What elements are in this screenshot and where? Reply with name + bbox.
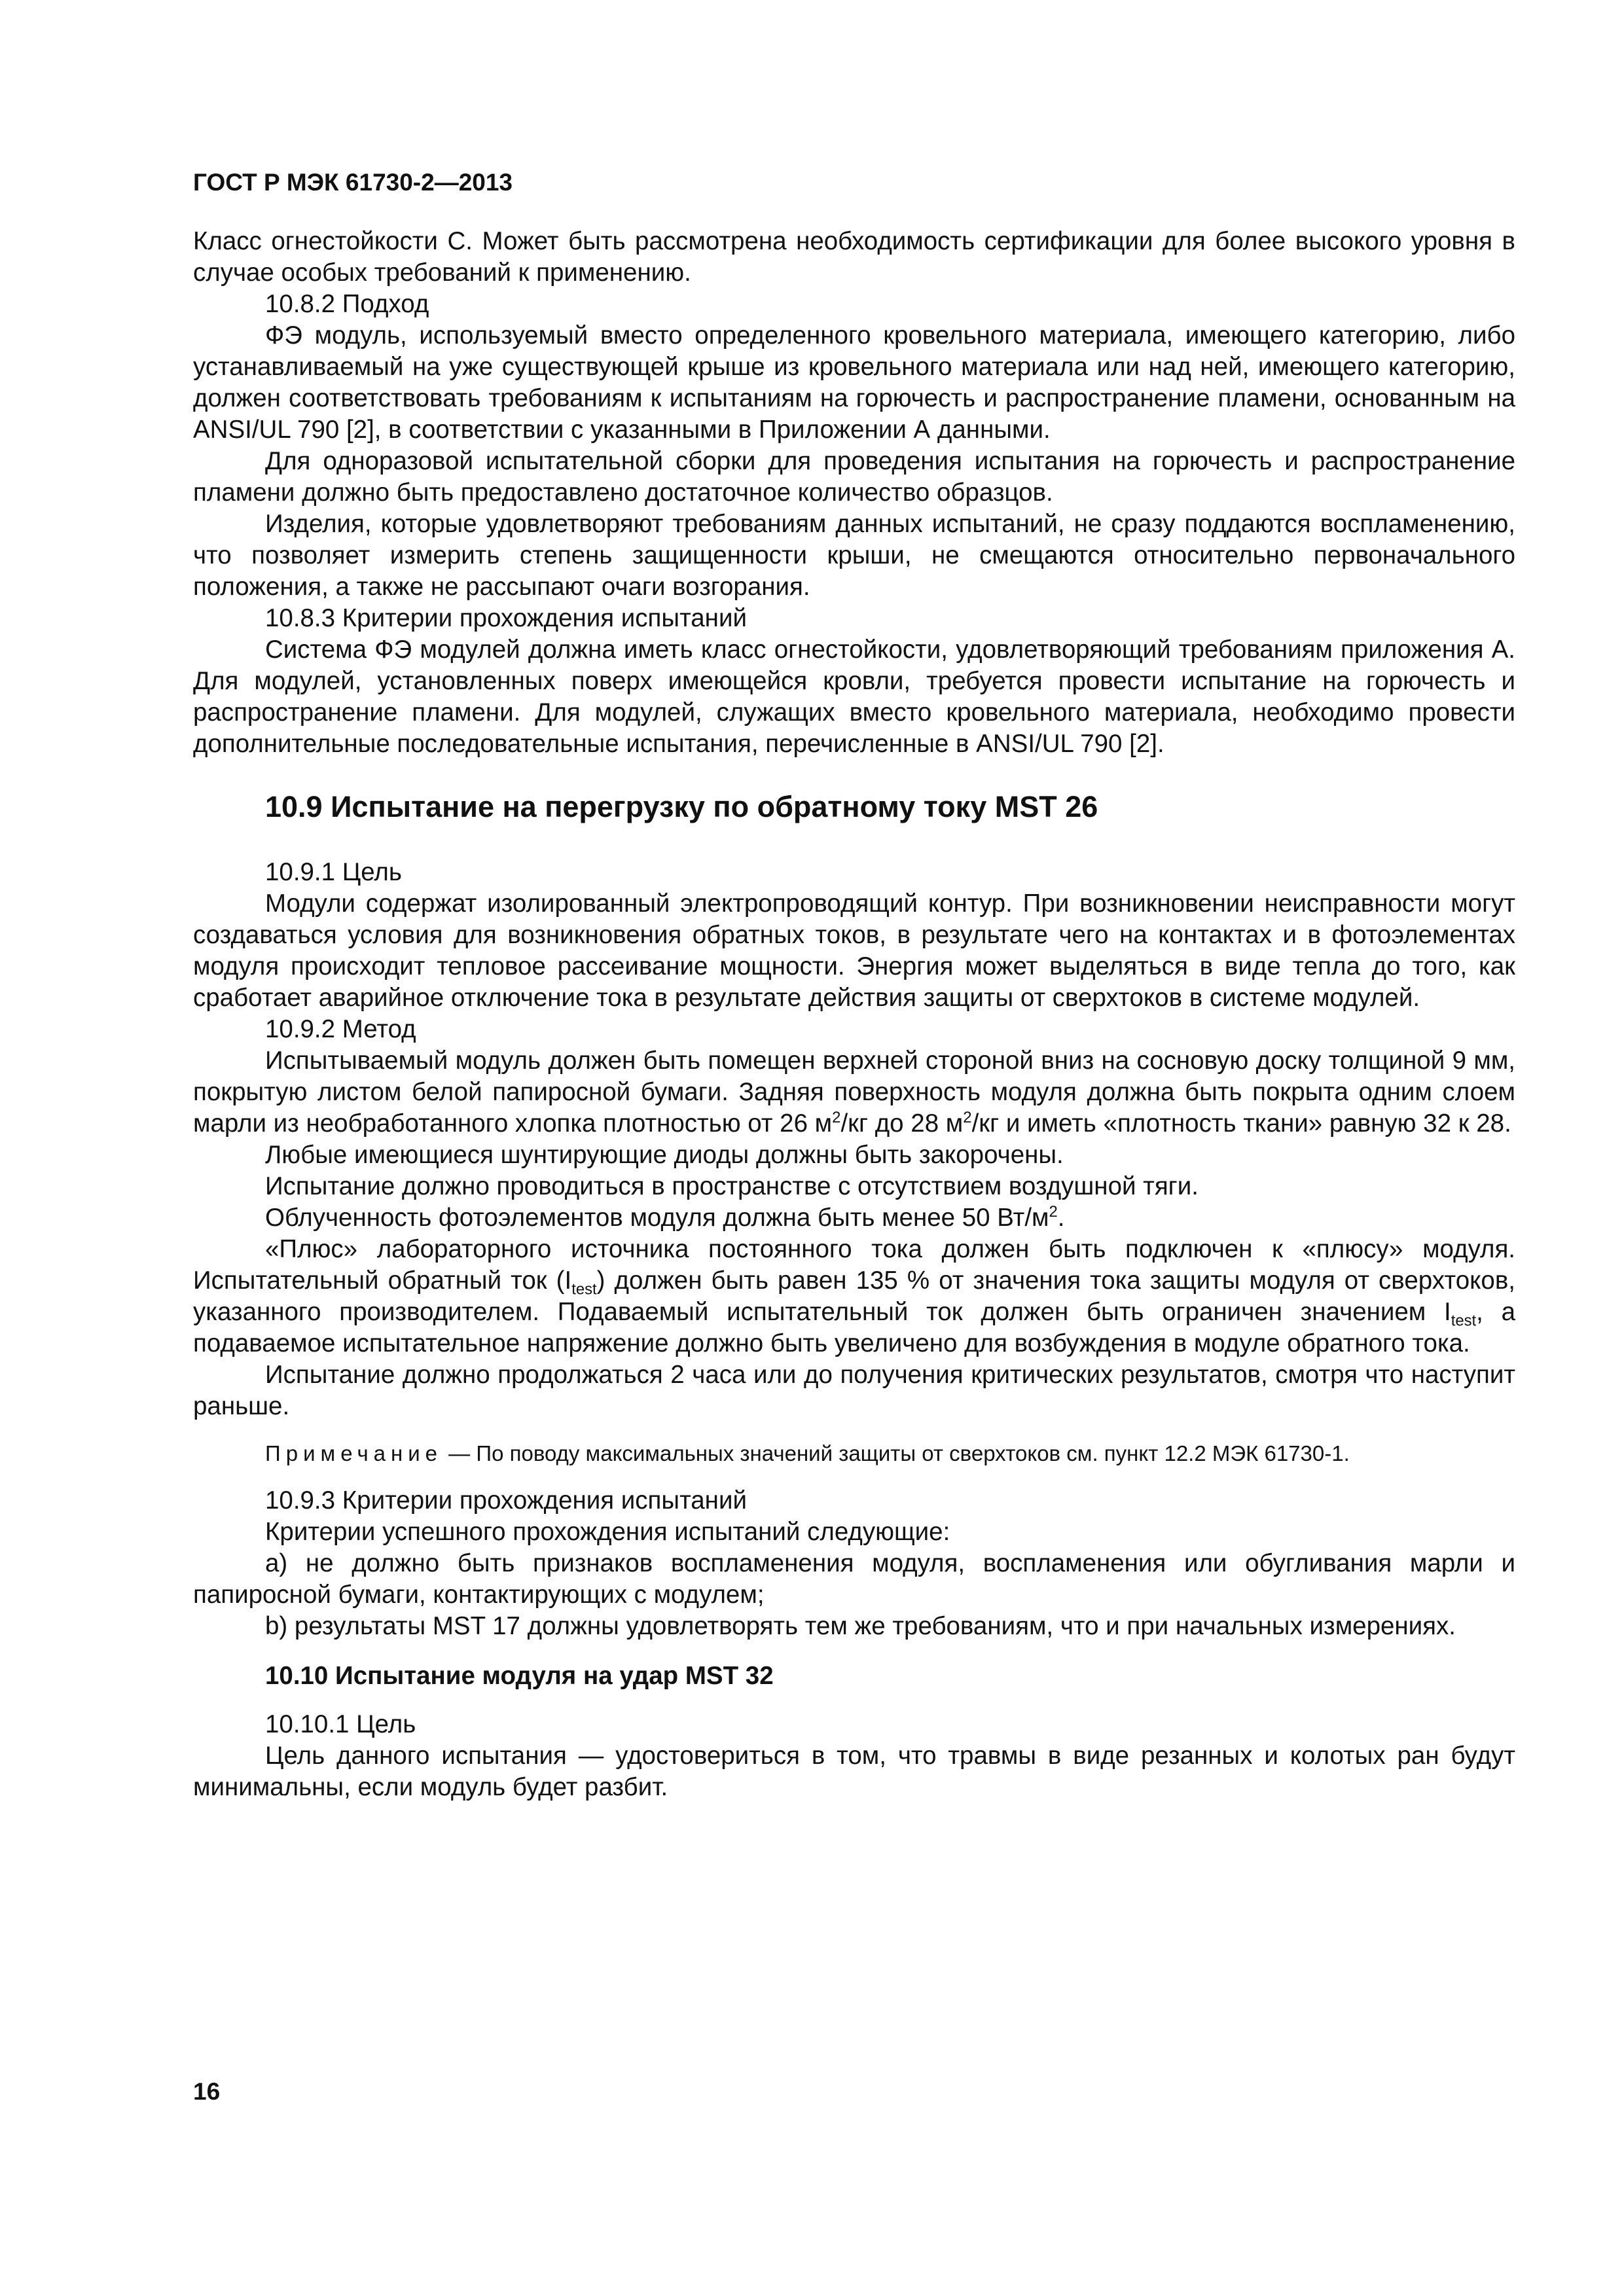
text-run: Испытываемый модуль должен быть помещен верхней стороной вниз на сосновую доску толщиной 9 мм, покрытую листом белой папиросной бумаги. Задняя поверхность модуля должна быть покрыта одним слоем марли из необработанного хлопка плотностью от 26 м: [193, 1047, 1515, 1138]
paragraph: Критерии успешного прохождения испытаний следующие:: [265, 1518, 950, 1546]
subsection-title: 10.10.1 Цель: [265, 1710, 416, 1738]
paragraph: Система ФЭ модулей должна иметь класс огнестойкости, удовлетворяющий требованиям приложения А. Для модулей, установленных поверх имеющейся кровли, требуется провести испытание на горючесть и распространение пламени. Для модулей, служащих вместо кровельного материала, необходимо провести дополнительные последовательные испытания, перечисленные в ANSI/UL 790 [2].: [193, 636, 1515, 758]
text-run: /кг и иметь «плотность ткани» равную 32 к 28.: [971, 1109, 1511, 1138]
text-run: /кг до 28 м: [840, 1109, 964, 1138]
superscript: 2: [832, 1109, 841, 1127]
superscript: 2: [1049, 1203, 1058, 1221]
subsection-title: 10.9.2 Метод: [265, 1015, 416, 1043]
subsection-title: 10.9.3 Критерии прохождения испытаний: [265, 1486, 747, 1515]
note-label: Примечание: [265, 1441, 443, 1465]
document-body: [193, 226, 1515, 1803]
paragraph: Класс огнестойкости С. Может быть рассмотрена необходимость сертификации для более высокого уровня в случае особых требований к применению.: [193, 227, 1515, 287]
text-run: , а подаваемое испытательное напряжение должно быть увеличено для возбуждения в модуле обратного тока.: [193, 1298, 1515, 1357]
subsection-title: 10.8.2 Подход: [265, 290, 429, 318]
page-number: 16: [193, 2078, 221, 2105]
text-run: .: [1057, 1204, 1065, 1232]
list-item: a) не должно быть признаков воспламенения модуля, воспламенения или обугливания марли и папиросной бумаги, контактирующих с модулем;: [193, 1549, 1515, 1609]
paragraph: Изделия, которые удовлетворяют требованиям данных испытаний, не сразу поддаются воспламенению, что позволяет измерить степень защищенности крыши, не смещаются относительно первоначального положения, а также не рассыпают очаги возгорания.: [193, 510, 1515, 601]
section-heading: 10.9 Испытание на перегрузку по обратному току MST 26: [265, 790, 1098, 823]
section-heading: 10.10 Испытание модуля на удар MST 32: [265, 1662, 774, 1690]
paragraph: [193, 1234, 1515, 1359]
subscript: test: [1451, 1312, 1477, 1330]
paragraph: Испытание должно продолжаться 2 часа или до получения критических результатов, смотря что наступит раньше.: [193, 1361, 1515, 1420]
text-run: ) должен быть равен 135 % от значения тока защиты модуля от сверхтоков, указанного производителем. Подаваемый испытательный ток должен быть ограничен значением I: [193, 1266, 1515, 1326]
paragraph: Цель данного испытания — удостовериться в том, что травмы в виде резанных и колотых ран будут минимальны, если модуль будет разбит.: [193, 1742, 1515, 1801]
paragraph: Модули содержат изолированный электропроводящий контур. При возникновении неисправности могут создаваться условия для возникновения обратных токов, в результате чего на контактах и в фотоэлементах модуля происходит тепловое рассеивание мощности. Энергия может выделяться в виде тепла до того, как сработает аварийное отключение тока в результате действия защиты от сверхтоков в системе модулей.: [193, 889, 1515, 1012]
text-run: Облученность фотоэлементов модуля должна быть менее 50 Вт/м: [265, 1204, 1049, 1232]
paragraph: [193, 1045, 1515, 1139]
document-header: ГОСТ Р МЭК 61730-2—2013: [193, 169, 513, 196]
paragraph: ФЭ модуль, используемый вместо определенного кровельного материала, имеющего категорию, либо устанавливаемый на уже существующей крыше из кровельного материала или над ней, имеющего категорию, должен соответствовать требованиям к испытаниям на горючесть и распространение пламени, основанным на ANSI/UL 790 [2], в соответствии с указанными в Приложении А данными.: [193, 321, 1515, 444]
text-run: «Плюс» лабораторного источника постоянного тока должен быть подключен к «плюсу» модуля. Испытательный обратный ток (I: [193, 1235, 1515, 1295]
paragraph: [193, 1202, 1515, 1234]
note: [193, 1439, 1515, 1468]
subsection-title: 10.9.1 Цель: [265, 858, 402, 886]
list-item: b) результаты MST 17 должны удовлетворять тем же требованиям, что и при начальных измерениях.: [265, 1612, 1456, 1640]
subscript: test: [571, 1280, 597, 1299]
subsection-title: 10.8.3 Критерии прохождения испытаний: [265, 604, 747, 632]
paragraph: Испытание должно проводиться в пространстве с отсутствием воздушной тяги.: [265, 1172, 1199, 1200]
superscript: 2: [963, 1109, 972, 1127]
note-text: — По поводу максимальных значений защиты от сверхтоков см. пункт 12.2 МЭК 61730-1.: [442, 1441, 1350, 1465]
paragraph: Любые имеющиеся шунтирующие диоды должны быть закорочены.: [265, 1141, 1064, 1169]
paragraph: Для одноразовой испытательной сборки для проведения испытания на горючесть и распространение пламени должно быть предоставлено достаточное количество образцов.: [193, 447, 1515, 507]
